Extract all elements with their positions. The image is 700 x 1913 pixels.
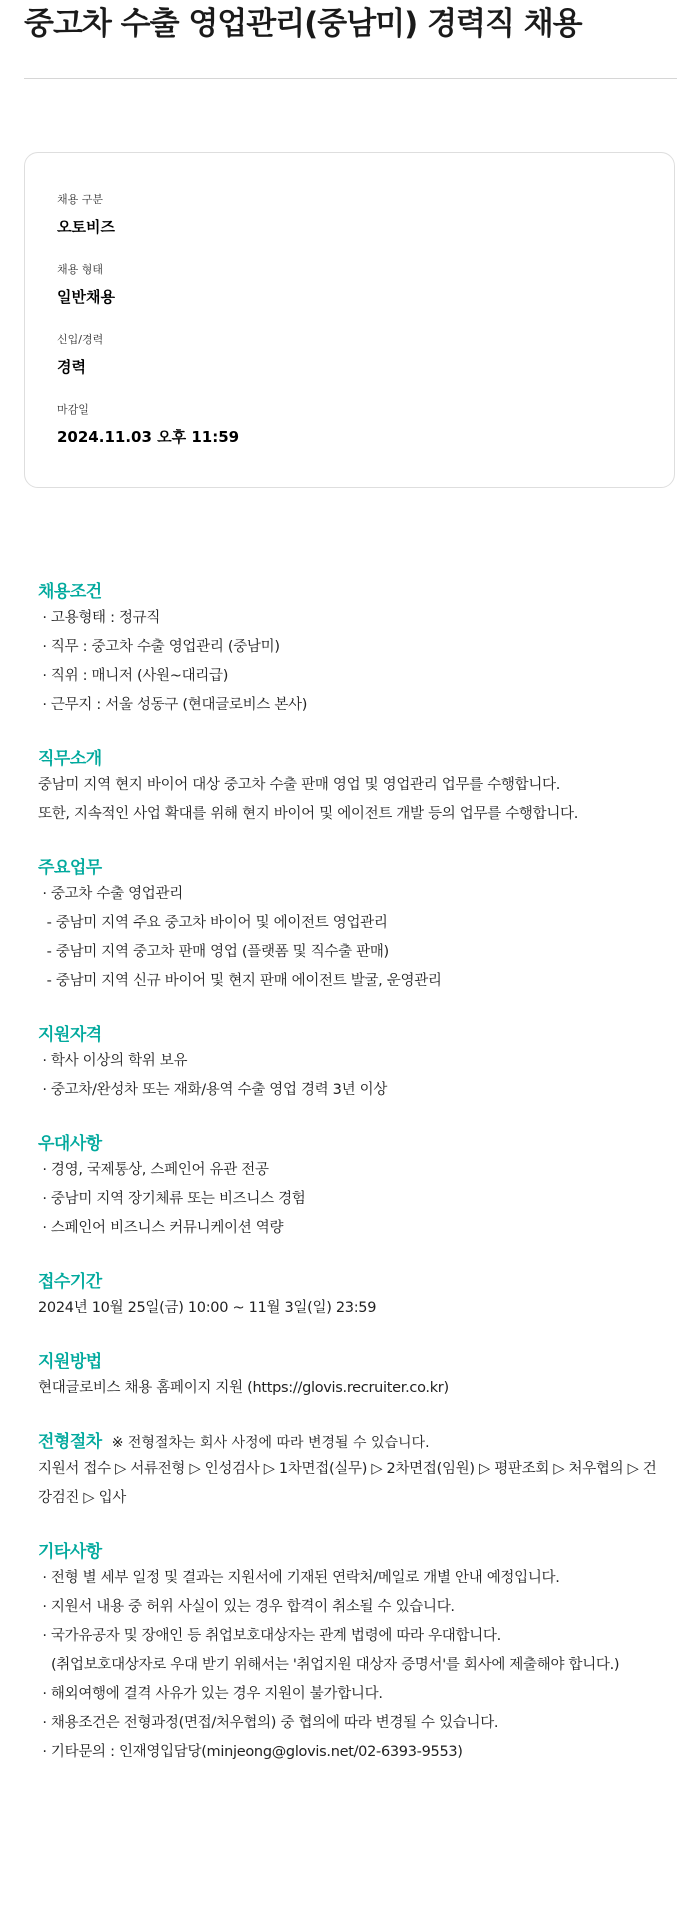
section-note: ※ 전형절차는 회사 사정에 따라 변경될 수 있습니다. [111, 1435, 430, 1451]
section-line: · 중고차 수출 영업관리 [38, 886, 183, 902]
section-line: · 직위 : 매니저 (사원~대리급) [38, 668, 229, 684]
section-conditions [38, 580, 668, 720]
section-title [38, 1430, 668, 1455]
info-item-category [57, 193, 115, 237]
section-title: 주요업무 [38, 858, 102, 878]
section-title: 지원자격 [38, 1025, 102, 1045]
section-line: - 중남미 지역 중고차 판매 영업 (플랫폼 및 직수출 판매) [38, 944, 389, 960]
section-line: 현대글로비스 채용 홈페이지 지원 (https://glovis.recruiter.co.kr) [38, 1380, 449, 1396]
section-line: 강검진 ▷ 입사 [38, 1490, 127, 1506]
section-line: · 기타문의 : 인재영입담당(minjeong@glovis.net/02-6393-9553) [38, 1744, 463, 1760]
section-line: · 고용형태 : 정규직 [38, 610, 161, 626]
section-line: 또한, 지속적인 사업 확대를 위해 현지 바이어 및 에이전트 개발 등의 업무를 수행합니다. [38, 806, 579, 822]
info-value: 오토비즈 [57, 218, 115, 236]
section-line: · 학사 이상의 학위 보유 [38, 1053, 188, 1069]
section-title: 기타사항 [38, 1542, 102, 1562]
section-title-text: 전형절차 [38, 1432, 102, 1452]
section-qualifications [38, 1023, 668, 1105]
section-title: 채용조건 [38, 582, 102, 602]
info-label: 마감일 [57, 403, 89, 416]
info-label: 신입/경력 [57, 333, 104, 346]
info-value: 경력 [57, 358, 86, 376]
info-value: 일반채용 [57, 288, 115, 306]
section-line: · 채용조건은 전형과정(면접/처우협의) 중 협의에 따라 변경될 수 있습니다. [38, 1715, 499, 1731]
section-line: · 스페인어 비즈니스 커뮤니케이션 역량 [38, 1220, 284, 1236]
section-title: 직무소개 [38, 749, 102, 769]
section-job-intro [38, 747, 668, 829]
section-line: - 중남미 지역 신규 바이어 및 현지 판매 에이전트 발굴, 운영관리 [38, 973, 442, 989]
section-main-duties [38, 856, 668, 996]
info-label: 채용 구분 [57, 193, 104, 206]
section-title: 지원방법 [38, 1352, 102, 1372]
job-info-card [24, 152, 675, 488]
info-item-deadline [57, 403, 239, 447]
section-line: (취업보호대상자로 우대 받기 위해서는 '취업지원 대상자 증명서'를 회사에 제출해야 합니다.) [38, 1657, 620, 1673]
section-application-period [38, 1270, 668, 1323]
info-value: 2024.11.03 오후 11:59 [57, 428, 240, 446]
section-line: · 경영, 국제통상, 스페인어 유관 전공 [38, 1162, 269, 1178]
page-title: 중고차 수출 영업관리(중남미) 경력직 채용 [24, 6, 582, 42]
section-title: 접수기간 [38, 1272, 102, 1292]
section-how-to-apply [38, 1350, 668, 1403]
section-line: · 직무 : 중고차 수출 영업관리 (중남미) [38, 639, 280, 655]
section-line: · 중고차/완성차 또는 재화/용역 수출 영업 경력 3년 이상 [38, 1082, 388, 1098]
title-divider [24, 78, 677, 79]
section-selection-process [38, 1430, 668, 1513]
section-line: 중남미 지역 현지 바이어 대상 중고차 수출 판매 영업 및 영업관리 업무를 수행합니다. [38, 777, 561, 793]
section-line: · 중남미 지역 장기체류 또는 비즈니스 경험 [38, 1191, 306, 1207]
section-line: · 지원서 내용 중 허위 사실이 있는 경우 합격이 취소될 수 있습니다. [38, 1599, 455, 1615]
section-preferences [38, 1132, 668, 1243]
section-line: · 근무지 : 서울 성동구 (현대글로비스 본사) [38, 697, 308, 713]
section-other [38, 1540, 668, 1767]
section-line: · 해외여행에 결격 사유가 있는 경우 지원이 불가합니다. [38, 1686, 383, 1702]
section-title: 우대사항 [38, 1134, 102, 1154]
section-line: · 전형 별 세부 일정 및 결과는 지원서에 기재된 연락처/메일로 개별 안내 예정입니다. [38, 1570, 560, 1586]
job-description [38, 580, 668, 1767]
info-item-career [57, 333, 103, 377]
info-item-type [57, 263, 115, 307]
section-line: - 중남미 지역 주요 중고차 바이어 및 에이전트 영업관리 [38, 915, 388, 931]
section-line: 2024년 10월 25일(금) 10:00 ~ 11월 3일(일) 23:59 [38, 1300, 377, 1316]
section-line: · 국가유공자 및 장애인 등 취업보호대상자는 관계 법령에 따라 우대합니다. [38, 1628, 501, 1644]
section-line: 지원서 접수 ▷ 서류전형 ▷ 인성검사 ▷ 1차면접(실무) ▷ 2차면접(임원) ▷ 평판조회 ▷ 처우협의 ▷ 건 [38, 1461, 657, 1477]
info-label: 채용 형태 [57, 263, 104, 276]
